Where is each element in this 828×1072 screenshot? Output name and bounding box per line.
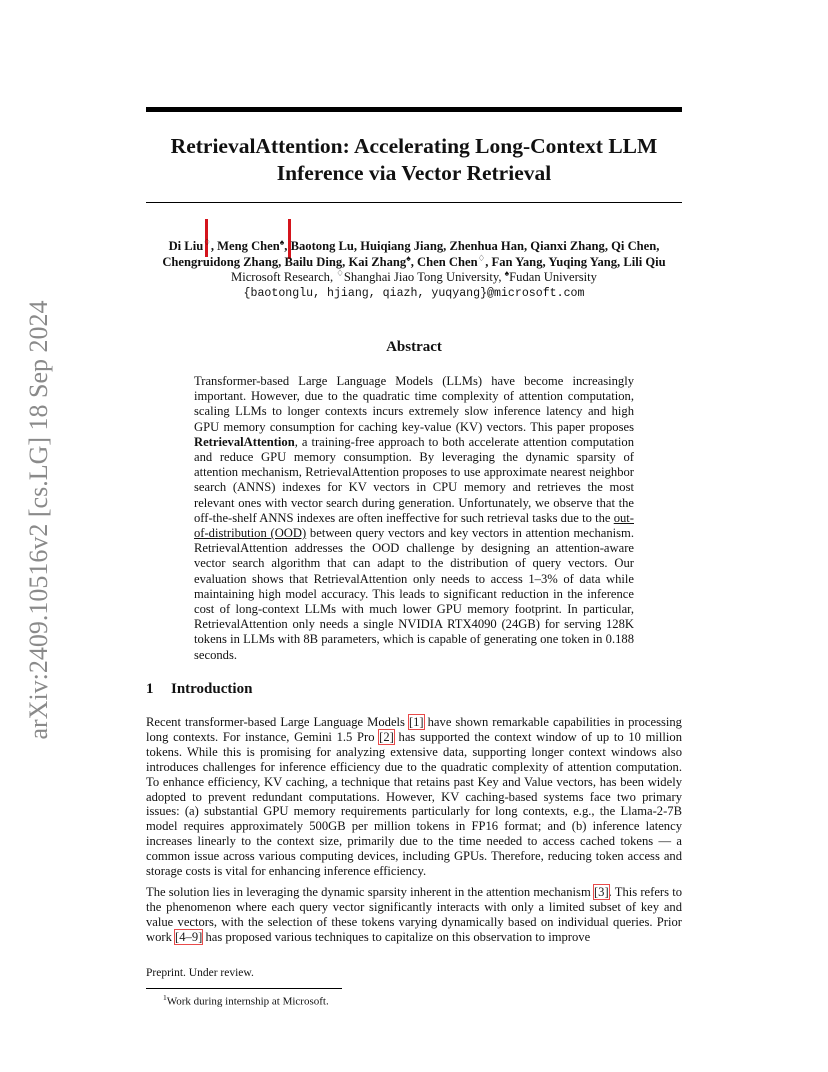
citation-link[interactable]: [1] [408, 715, 424, 729]
arxiv-identifier: arXiv:2409.10516v2 [cs.LG] 18 Sep 2024 [24, 300, 53, 740]
title-bottom-rule [146, 202, 682, 203]
title-line-2: Inference via Vector Retrieval [276, 161, 552, 185]
system-name: RetrievalAttention [194, 434, 295, 449]
intro-paragraph-2: The solution lies in leveraging the dynamic sparsity inherent in the attention mechanism [3]. This refers to the phenomenon where each query vector significantly interacts with only a limited subset of key and value vectors, with the selection of these tokens varying dynamically based on individual queries. Prior work [4–9] has proposed various techniques to capitalize on this observation to improve [146, 885, 682, 944]
author-line-1: Di Liu♢, Meng Chen♠, Baotong Lu, Huiqiang Jiang, Zhenhua Han, Qianxi Zhang, Qi Chen, [168, 236, 660, 253]
affiliations: Microsoft Research, ♢Shanghai Jiao Tong University, ♠Fudan University [231, 267, 597, 284]
citation-link[interactable]: [4–9] [175, 929, 203, 944]
citation-link[interactable]: [2] [379, 729, 394, 744]
title-top-rule [146, 107, 682, 112]
preprint-note: Preprint. Under review. [146, 967, 254, 979]
footnote-rule [146, 988, 342, 989]
title-line-1: RetrievalAttention: Accelerating Long-Context LLM [170, 134, 658, 158]
author-block [110, 236, 718, 301]
ood-link[interactable]: out-of-distribution (OOD) [194, 510, 634, 541]
author-line-2: Chengruidong Zhang, Bailu Ding, Kai Zhang♠, Chen Chen♢, Fan Yang, Yuqing Yang, Lili Qiu [162, 252, 666, 269]
footnote: $^1$Work during internship at Microsoft. [163, 993, 329, 1008]
section-heading-introduction: 1 Introduction [146, 681, 253, 697]
citation-link[interactable]: [3] [593, 885, 609, 899]
abstract-body: Transformer-based Large Language Models (LLMs) have become increasingly important. However, due to the quadratic time complexity of attention computation, scaling LLMs to longer contexts incurs extremely slow inference latency and high GPU memory consumption for caching key-value (KV) vectors. This paper proposes RetrievalAttention, a training-free approach to both accelerate attention computation and reduce GPU memory consumption. By leveraging the dynamic sparsity of attention mechanism, RetrievalAttention proposes to use approximate nearest neighbor search (ANNS) indexes for KV vectors in CPU memory and retrieves the most relevant ones with vector search during generation. Unfortunately, we observe that the off-the-shelf ANNS indexes are often ineffective for such retrieval tasks due to the out-of-distribution (OOD) between query vectors and key vectors in attention mechanism. RetrievalAttention addresses the OOD challenge by designing an attention-aware vector search algorithm that can adapt to the distribution of query vectors. Our evaluation shows that RetrievalAttention only needs to access 1–3% of data while maintaining high model accuracy. This leads to significant reduction in the inference cost of long-context LLMs with much lower GPU memory footprint. In particular, RetrievalAttention only needs a single NVIDIA RTX4090 (24GB) for serving 128K tokens in LLMs with 8B parameters, which is capable of generating one token in 0.188 seconds. [194, 374, 634, 662]
paper-title [120, 133, 708, 187]
intro-paragraph-1: Recent transformer-based Large Language Models [1] have shown remarkable capabilities in processing long contexts. For instance, Gemini 1.5 Pro [2] has supported the context window of up to 10 million tokens. While this is promising for analyzing extensive data, supporting longer context windows also introduces challenges for inference efficiency due to the quadratic complexity of attention computation. To enhance efficiency, KV caching, a technique that retains past Key and Value vectors, has been widely adopted to prevent redundant computations. However, KV caching-based systems face two primary issues: (a) substantial GPU memory requirements particularly for long contexts, e.g., the Llama-2-7B model requires approximately 500GB per million tokens in FP16 format; and (b) inference latency increases linearly to the context size, primarily due to the time needed to access cached tokens — a common issue across various computing devices, including GPUs. Therefore, reducing token access and storage costs is vital for enhancing inference efficiency. [146, 715, 682, 879]
author-emails: {baotonglu, hjiang, qiazh, yuqyang}@microsoft.com [243, 286, 585, 300]
abstract-heading: Abstract [386, 339, 442, 355]
